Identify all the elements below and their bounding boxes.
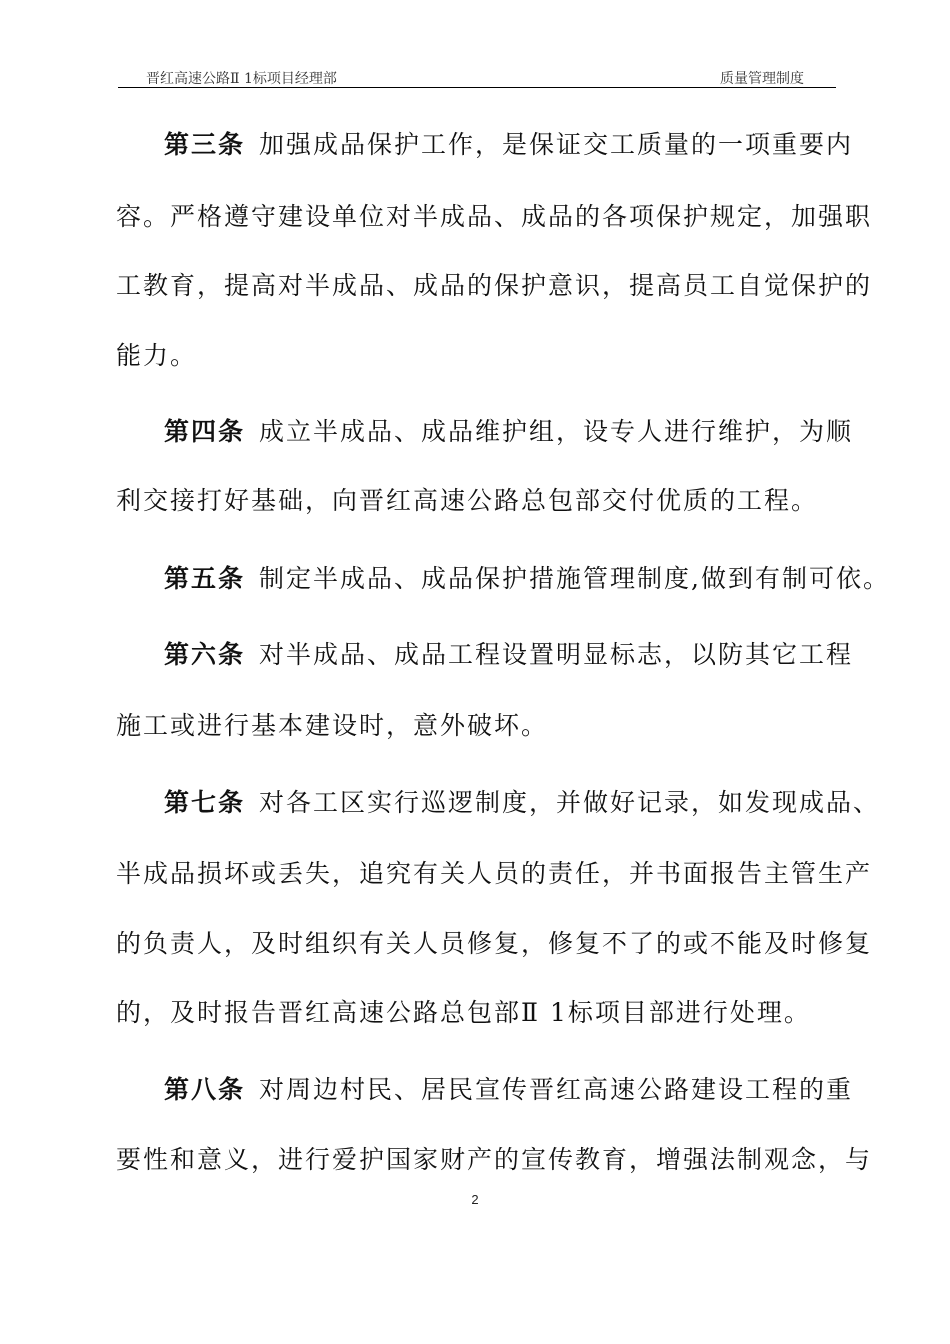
article-text: 加强成品保护工作，是保证交工质量的一项重要内 bbox=[259, 130, 854, 159]
article-text: 对半成品、成品工程设置明显标志，以防其它工程 bbox=[259, 640, 854, 669]
article-text-line: 容。严格遵守建设单位对半成品、成品的各项保护规定，加强职 bbox=[116, 202, 873, 231]
article-text-line: 工教育，提高对半成品、成品的保护意识，提高员工自觉保护的 bbox=[116, 271, 873, 300]
article-label: 第六条 bbox=[164, 640, 246, 669]
header-document-title: 质量管理制度 bbox=[720, 71, 804, 87]
article-label: 第三条 bbox=[164, 130, 246, 159]
article-first-line bbox=[164, 566, 890, 591]
article-first-line bbox=[164, 642, 853, 667]
article-text-line: 的负责人，及时组织有关人员修复，修复不了的或不能及时修复 bbox=[116, 929, 873, 958]
article-text-line: 半成品损坏或丢失，追究有关人员的责任，并书面报告主管生产 bbox=[116, 859, 873, 888]
page-header bbox=[118, 64, 836, 88]
header-project-name: 晋红高速公路Ⅱ 1标项目经理部 bbox=[146, 71, 337, 87]
article-text: 制定半成品、成品保护措施管理制度,做到有制可依。 bbox=[259, 564, 890, 593]
article-text: 对各工区实行巡逻制度，并做好记录，如发现成品、 bbox=[259, 788, 881, 817]
article-first-line bbox=[164, 1077, 853, 1102]
article-text-line: 利交接打好基础，向晋红高速公路总包部交付优质的工程。 bbox=[116, 486, 819, 515]
article-text-line: 施工或进行基本建设时，意外破坏。 bbox=[116, 711, 549, 740]
article-label: 第四条 bbox=[164, 417, 246, 446]
article-first-line bbox=[164, 419, 853, 444]
article-text: 对周边村民、居民宣传晋红高速公路建设工程的重 bbox=[259, 1075, 854, 1104]
header-divider bbox=[118, 87, 836, 88]
article-first-line bbox=[164, 132, 853, 157]
article-label: 第七条 bbox=[164, 788, 246, 817]
article-label: 第八条 bbox=[164, 1075, 246, 1104]
article-text-line: 的，及时报告晋红高速公路总包部Ⅱ 1标项目部进行处理。 bbox=[116, 998, 811, 1027]
article-text-line: 能力。 bbox=[116, 341, 198, 370]
article-text: 成立半成品、成品维护组，设专人进行维护，为顺 bbox=[259, 417, 854, 446]
article-label: 第五条 bbox=[164, 564, 246, 593]
article-first-line bbox=[164, 790, 880, 815]
page-number: 2 bbox=[471, 1192, 479, 1207]
article-text-line: 要性和意义，进行爱护国家财产的宣传教育，增强法制观念，与 bbox=[116, 1145, 873, 1174]
